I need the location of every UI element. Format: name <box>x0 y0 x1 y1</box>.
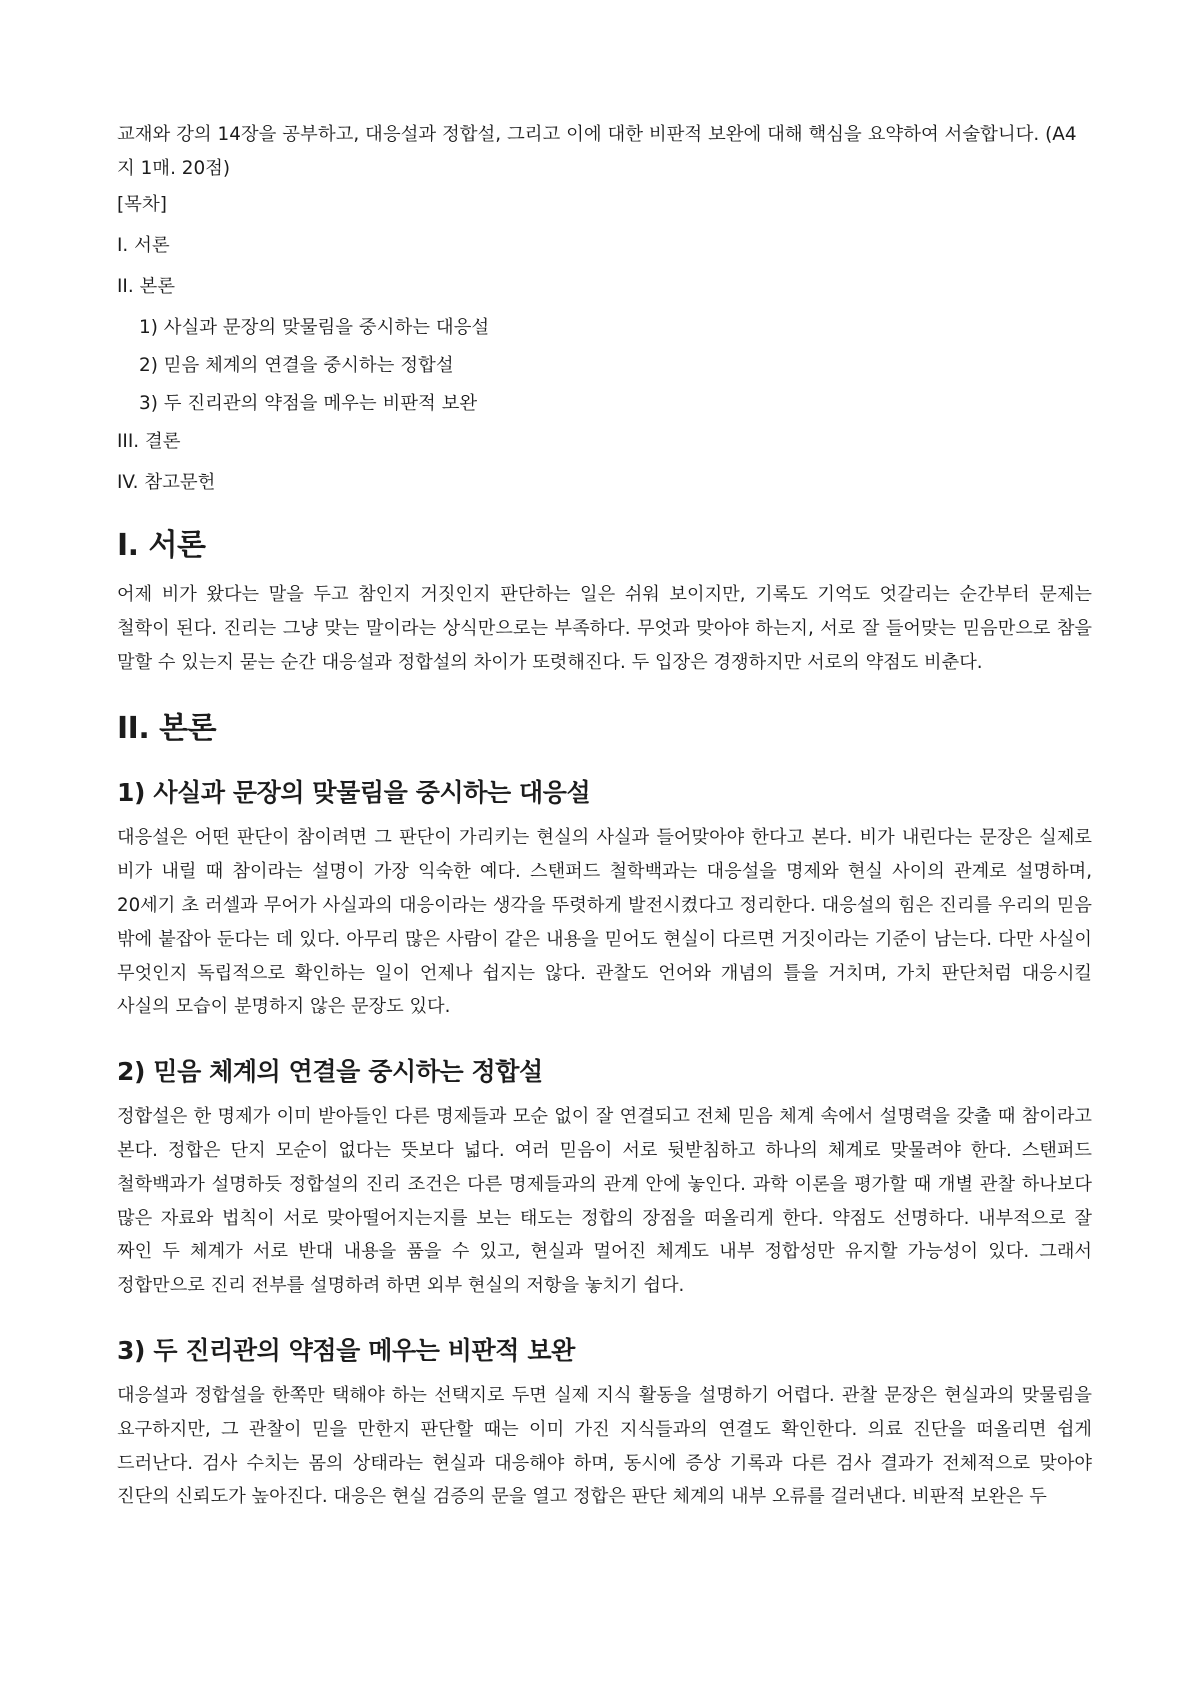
introduction-section <box>117 526 1092 679</box>
toc-item-critical-supplement: 3) 두 진리관의 약점을 메우는 비판적 보완 <box>139 393 478 414</box>
document-page <box>117 118 1092 1514</box>
main-body-heading: II. 본론 <box>117 711 217 747</box>
critical-supplement-paragraph: 대응설과 정합설을 한쪽만 택해야 하는 선택지로 두면 실제 지식 활동을 설명하기 어렵다. 관찰 문장은 현실과의 맞물림을 요구하지만, 그 관찰이 믿을 만한지 판단할 때는 이미 가진 지식들과의 연결도 확인한다. 의료 진단을 떠올리면 쉽게 드러난다. 검사 수치는 몸의 상태라는 현실과 대응해야 하며, 동시에 증상 기록과 다른 검사 결과가 전체적으로 맞아야 진단의 신뢰도가 높아진다. 대응은 현실 검증의 문을 열고 정합은 판단 체계의 내부 오류를 걸러낸다. 비판적 보완은 두 <box>117 1384 1092 1508</box>
critical-supplement-heading: 3) 두 진리관의 약점을 메우는 비판적 보완 <box>117 1335 575 1365</box>
toc-item-references: IV. 참고문헌 <box>117 472 216 493</box>
toc-heading: [목차] <box>117 194 167 215</box>
assignment-instructions: 교재와 강의 14장을 공부하고, 대응설과 정합설, 그리고 이에 대한 비판적 보완에 대해 핵심을 요약하여 서술합니다. (A4지 1매. 20점) <box>117 124 1077 179</box>
correspondence-heading: 1) 사실과 문장의 맞물림을 중시하는 대응설 <box>117 778 591 808</box>
introduction-paragraph: 어제 비가 왔다는 말을 두고 참인지 거짓인지 판단하는 일은 쉬워 보이지만, 기록도 기억도 엇갈리는 순간부터 문제는 철학이 된다. 진리는 그냥 맞는 말이라는 상식만으로는 부족하다. 무엇과 맞아야 하는지, 서로 잘 들어맞는 믿음만으로 참을 말할 수 있는지 묻는 순간 대응설과 정합설의 차이가 또렷해진다. 두 입장은 경쟁하지만 서로의 약점도 비춘다. <box>117 584 1092 673</box>
introduction-heading: I. 서론 <box>117 528 206 563</box>
toc-item-main-body: II. 본론 <box>117 276 176 297</box>
toc-item-coherence: 2) 믿음 체계의 연결을 중시하는 정합설 <box>139 355 454 376</box>
toc-item-conclusion: III. 결론 <box>117 431 181 452</box>
toc-item-introduction: I. 서론 <box>117 235 170 256</box>
coherence-heading: 2) 믿음 체계의 연결을 중시하는 정합설 <box>117 1057 543 1087</box>
correspondence-paragraph: 대응설은 어떤 판단이 참이려면 그 판단이 가리키는 현실의 사실과 들어맞아야 한다고 본다. 비가 내린다는 문장은 실제로 비가 내릴 때 참이라는 설명이 가장 익숙한 예다. 스탠퍼드 철학백과는 대응설을 명제와 현실 사이의 관계로 설명하며, 20세기 초 러셀과 무어가 사실과의 대응이라는 생각을 뚜렷하게 발전시켰다고 정리한다. 대응설의 힘은 진리를 우리의 믿음 밖에 붙잡아 둔다는 데 있다. 아무리 많은 사람이 같은 내용을 믿어도 현실이 다르면 거짓이라는 기준이 남는다. 다만 사실이 무엇인지 독립적으로 확인하는 일이 언제나 쉽지는 않다. 관찰도 언어와 개념의 틀을 거치며, 가치 판단처럼 대응시킬 사실의 모습이 분명하지 않은 문장도 있다. <box>117 827 1092 1018</box>
toc-item-correspondence: 1) 사실과 문장의 맞물림을 중시하는 대응설 <box>139 317 490 338</box>
coherence-paragraph: 정합설은 한 명제가 이미 받아들인 다른 명제들과 모순 없이 잘 연결되고 전체 믿음 체계 속에서 설명력을 갖출 때 참이라고 본다. 정합은 단지 모순이 없다는 뜻보다 넓다. 여러 믿음이 서로 뒷받침하고 하나의 체계로 맞물려야 한다. 스탠퍼드 철학백과가 설명하듯 정합설의 진리 조건은 다른 명제들과의 관계 안에 놓인다. 과학 이론을 평가할 때 개별 관찰 하나보다 많은 자료와 법칙이 서로 맞아떨어지는지를 보는 태도는 정합의 장점을 떠올리게 한다. 약점도 선명하다. 내부적으로 잘 짜인 두 체계가 서로 반대 내용을 품을 수 있고, 현실과 멀어진 체계도 내부 정합성만 유지할 가능성이 있다. 그래서 정합만으로 진리 전부를 설명하려 하면 외부 현실의 저항을 놓치기 쉽다. <box>117 1106 1092 1297</box>
table-of-contents <box>117 191 1092 496</box>
main-body-section <box>117 709 1092 1514</box>
